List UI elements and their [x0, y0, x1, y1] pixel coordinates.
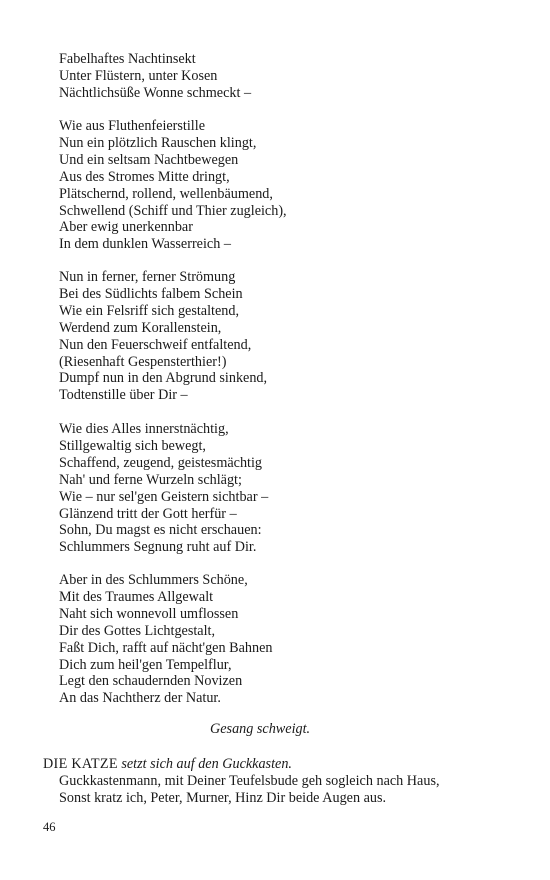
- poem-line: Und ein seltsam Nachtbewegen: [59, 151, 239, 168]
- poem-line: Schwellend (Schiff und Thier zugleich),: [59, 202, 287, 219]
- speaker-action: setzt sich auf den Guckkasten.: [121, 756, 292, 772]
- poem-line: Unter Flüstern, unter Kosen: [59, 67, 218, 84]
- poem-line: In dem dunklen Wasserreich –: [59, 236, 231, 253]
- poem-line: Stillgewaltig sich bewegt,: [59, 437, 206, 454]
- speaker-block: [43, 756, 523, 807]
- stanza-2: [59, 118, 519, 253]
- poem-line: (Riesenhaft Gespensterthier!): [59, 353, 227, 370]
- poem-line: Todtenstille über Dir –: [59, 387, 188, 404]
- speech-line: Sonst kratz ich, Peter, Murner, Hinz Dir beide Augen aus.: [59, 790, 387, 806]
- poem-line: Sohn, Du magst es nicht erschauen:: [59, 522, 262, 539]
- poem-line: Nah' und ferne Wurzeln schlägt;: [59, 471, 242, 488]
- poem-line: Dumpf nun in den Abgrund sinkend,: [59, 370, 268, 387]
- poem-line: Wie – nur sel'gen Geistern sichtbar –: [59, 488, 269, 505]
- poem-line: Aber ewig unerkennbar: [59, 219, 193, 236]
- poem-line: Legt den schaudernden Novizen: [59, 673, 243, 690]
- poem-line: Aber in des Schlummers Schöne,: [59, 572, 248, 588]
- poem-line: Nächtlichsüße Wonne schmeckt –: [59, 84, 252, 101]
- poem-line: Faßt Dich, rafft auf nächt'gen Bahnen: [59, 639, 273, 656]
- poem-line: Wie dies Alles innerstnächtig,: [59, 421, 229, 437]
- poem-line: Plätschernd, rollend, wellenbäumend,: [59, 185, 273, 202]
- poem-line: Wie ein Felsriff sich gestaltend,: [59, 302, 240, 319]
- poem-line: Naht sich wonnevoll umflossen: [59, 605, 239, 622]
- poem-line: Schlummers Segnung ruht auf Dir.: [59, 539, 257, 556]
- stanza-5: [59, 572, 519, 707]
- stage-direction: Gesang schweigt.: [210, 721, 311, 737]
- poem-line: Mit des Traumes Allgewalt: [59, 588, 214, 605]
- speech-line: Guckkastenmann, mit Deiner Teufelsbude geh sogleich nach Haus,: [59, 773, 440, 789]
- poem-line: Aus des Stromes Mitte dringt,: [59, 168, 230, 185]
- speaker-name: DIE KATZE: [43, 756, 118, 772]
- speaker-heading: [43, 756, 523, 773]
- stanza-3: [59, 269, 519, 404]
- poem-line: An das Nachtherz der Natur.: [59, 690, 221, 707]
- poem-line: Nun ein plötzlich Rauschen klingt,: [59, 134, 257, 151]
- poem-line: Dich zum heil'gen Tempelflur,: [59, 656, 232, 673]
- poem-line: Fabelhaftes Nachtinsekt: [59, 51, 196, 67]
- stanza-4: [59, 421, 519, 556]
- page-number: 46: [43, 820, 56, 834]
- poem-line: Wie aus Fluthenfeierstille: [59, 118, 205, 134]
- poem-line: Werdend zum Korallenstein,: [59, 319, 222, 336]
- poem-line: Nun in ferner, ferner Strömung: [59, 269, 236, 285]
- poem-line: Nun den Feuerschweif entfaltend,: [59, 336, 252, 353]
- stanza-1: [59, 51, 519, 102]
- poem-line: Glänzend tritt der Gott herfür –: [59, 505, 237, 522]
- poem-line: Bei des Südlichts falbem Schein: [59, 285, 243, 302]
- poem-line: Dir des Gottes Lichtgestalt,: [59, 622, 216, 639]
- poem-line: Schaffend, zeugend, geistesmächtig: [59, 454, 263, 471]
